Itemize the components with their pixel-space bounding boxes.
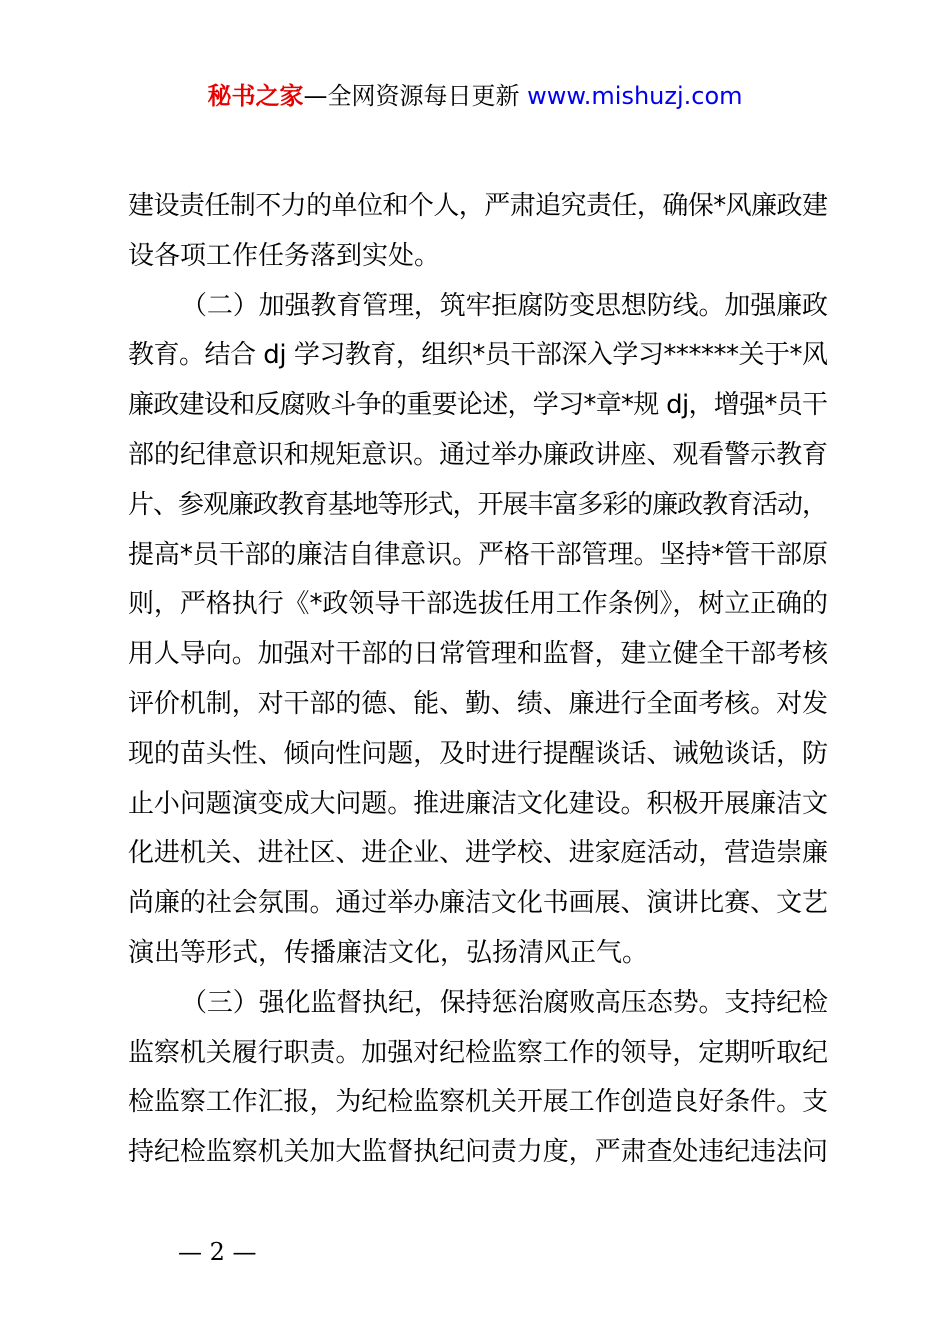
text-line: 教育。结合 dj 学习教育，组织*员干部深入学习******关于*风 [128, 340, 828, 371]
text-line: 设各项工作任务落到实处。 [128, 240, 441, 271]
text-line: 尚廉的社会氛围。通过举办廉洁文化书画展、演讲比赛、文艺 [128, 888, 828, 919]
site-header [0, 78, 950, 114]
text-line: 止小问题演变成大问题。推进廉洁文化建设。积极开展廉洁文 [128, 788, 828, 819]
text-line: 监察机关履行职责。加强对纪检监察工作的领导，定期听取纪 [128, 1037, 828, 1068]
site-url-link[interactable]: www.mishuzj.com [527, 82, 743, 110]
text-line: 提高*员干部的廉洁自律意识。严格干部管理。坚持*管干部原 [128, 539, 828, 570]
text-line: 现的苗头性、倾向性问题，及时进行提醒谈话、诫勉谈话，防 [128, 738, 828, 769]
text-line: 建设责任制不力的单位和个人，严肃追究责任，确保*风廉政建 [128, 191, 828, 221]
text-line: 检监察工作汇报，为纪检监察机关开展工作创造良好条件。支 [128, 1087, 828, 1118]
text-line: 片、参观廉政教育基地等形式，开展丰富多彩的廉政教育活动， [128, 489, 827, 520]
text-line: 评价机制，对干部的德、能、勤、绩、廉进行全面考核。对发 [128, 688, 828, 719]
site-tagline: —全网资源每日更新 [303, 82, 520, 110]
text-line: 廉政建设和反腐败斗争的重要论述，学习*章*规 dj，增强*员干 [128, 390, 828, 421]
page-number: — 2 — [178, 1238, 257, 1266]
text-line: 持纪检监察机关加大监督执纪问责力度，严肃查处违纪违法问 [128, 1137, 828, 1168]
document-body [128, 182, 828, 1178]
section-heading-line: （三）强化监督执纪，保持惩治腐败高压态势。支持纪检 [181, 987, 828, 1018]
text-line: 则，严格执行《*政领导干部选拔任用工作条例》，树立正确的 [128, 589, 828, 620]
section-heading-line: （二）加强教育管理，筑牢拒腐防变思想防线。加强廉政 [181, 290, 828, 321]
text-line: 部的纪律意识和规矩意识。通过举办廉政讲座、观看警示教育 [128, 439, 828, 470]
text-line: 化进机关、进社区、进企业、进学校、进家庭活动，营造崇廉 [128, 838, 828, 869]
text-line: 用人导向。加强对干部的日常管理和监督，建立健全干部考核 [128, 639, 828, 670]
site-brand: 秘书之家 [207, 82, 304, 110]
text-line: 演出等形式，传播廉洁文化，弘扬清风正气。 [128, 937, 649, 968]
